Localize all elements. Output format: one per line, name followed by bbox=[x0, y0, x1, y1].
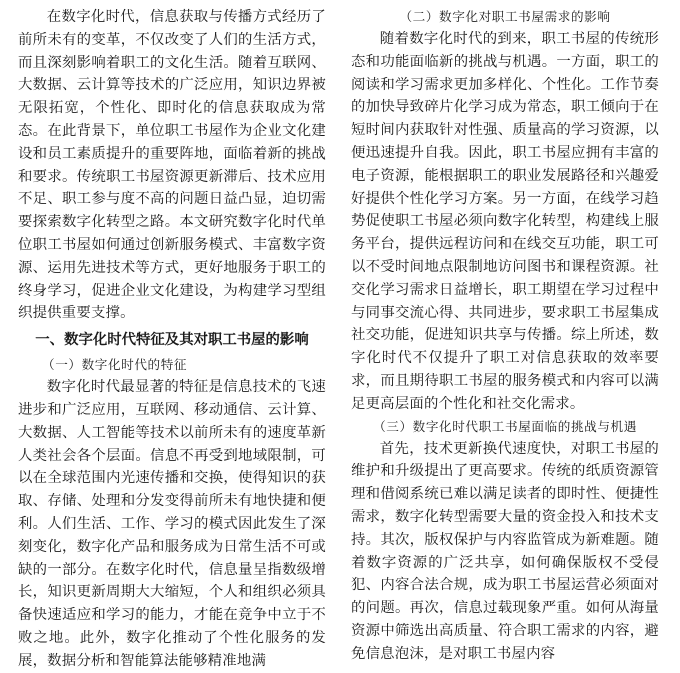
subsection-3-heading: （三）数字化时代职工书屋面临的挑战与机遇 bbox=[373, 418, 637, 434]
section-1-heading: 一、数字化时代特征及其对职工书屋的影响 bbox=[35, 332, 309, 349]
subsection-1-heading: （一）数字化时代的特征 bbox=[42, 357, 188, 373]
subsection-2-paragraph: 随着数字化时代的到来，职工书屋的传统形态和功能面临新的挑战与机遇。一方面，职工的阅读和学习需求更加多样化、个性化。工作节奏的加快导致碎片化学习成为常态，职工倾向于在短时间内获取针对性强、质量高的学习资源，以便迅速提升自我。因此，职工书屋应拥有丰富的电子资源，能根据职工的职业发展路径和兴趣爱好提供个性化学习方案。另一方面，在线学习趋势促使职工书屋必须向数字化转型，构建线上服务平台，提供远程访问和在线交互功能，职工可以不受时间地点限制地访问图书和课程资源。社交化学习需求日益增长，职工期望在学习过程中与同事交流心得、共同进步，要求职工书屋集成社交功能，促进知识共享与传播。综上所述，数字化时代不仅提升了职工对信息获取的效率要求，而且期待职工书屋的服务模式和内容可以满足更高层面的个性化和社交化需求。 bbox=[351, 31, 659, 412]
right-column bbox=[351, 6, 659, 666]
intro-paragraph: 在数字化时代，信息获取与传播方式经历了前所未有的变革，不仅改变了人们的生活方式，而且深刻影响着职工的文化生活。随着互联网、大数据、云计算等技术的广泛应用，知识边界被无限拓宽，个性化、即时化的信息获取成为常态。在此背景下，单位职工书屋作为企业文化建设和员工素质提升的重要阵地，面临着新的挑战和要求。传统职工书屋资源更新滞后、技术应用不足、职工参与度不高的问题日益凸显，迫切需要探索数字化转型之路。本文研究数字化时代单位职工书屋如何通过创新服务模式、丰富数字资源、运用先进技术等方式，更好地服务于职工的终身学习，促进企业文化建设，为构建学习型组织提供重要支撑。 bbox=[18, 9, 326, 322]
subsection-2-heading: （二）数字化对职工书屋需求的影响 bbox=[399, 9, 611, 24]
subsection-3-paragraph: 首先，技术更新换代速度快，对职工书屋的维护和升级提出了更高要求。传统的纸质资源管理和借阅系统已难以满足读者的即时性、便捷性需求，数字化转型需要大量的资金投入和技术支持。其次，版权保护与内容监管成为新难题。随着数字资源的广泛共享，如何确保版权不受侵犯、内容合法合规，成为职工书屋运营必须面对的问题。再次，信息过载现象严重。如何从海量资源中筛选出高质量、符合职工需求的内容，避免信息泡沫，是对职工书屋内容 bbox=[351, 440, 659, 662]
subsection-1-paragraph: 数字化时代最显著的特征是信息技术的飞速进步和广泛应用，互联网、移动通信、云计算、大数据、人工智能等技术以前所未有的速度革新人类社会各个层面。信息不再受到地域限制，可以在全球范围内光速传播和交换，使得知识的获取、存储、处理和分发变得前所未有地快捷和便利。人们生活、工作、学习的模式因此发生了深刻变化，数字化产品和服务成为日常生活不可或缺的一部分。在数字化时代，信息量呈指数级增长，知识更新周期大大缩短，个人和组织必须具备快速适应和学习的能力，才能在竞争中立于不败之地。此外，数字化推动了个性化服务的发展，数据分析和智能算法能够精准地满 bbox=[18, 379, 326, 669]
left-column bbox=[18, 6, 326, 673]
